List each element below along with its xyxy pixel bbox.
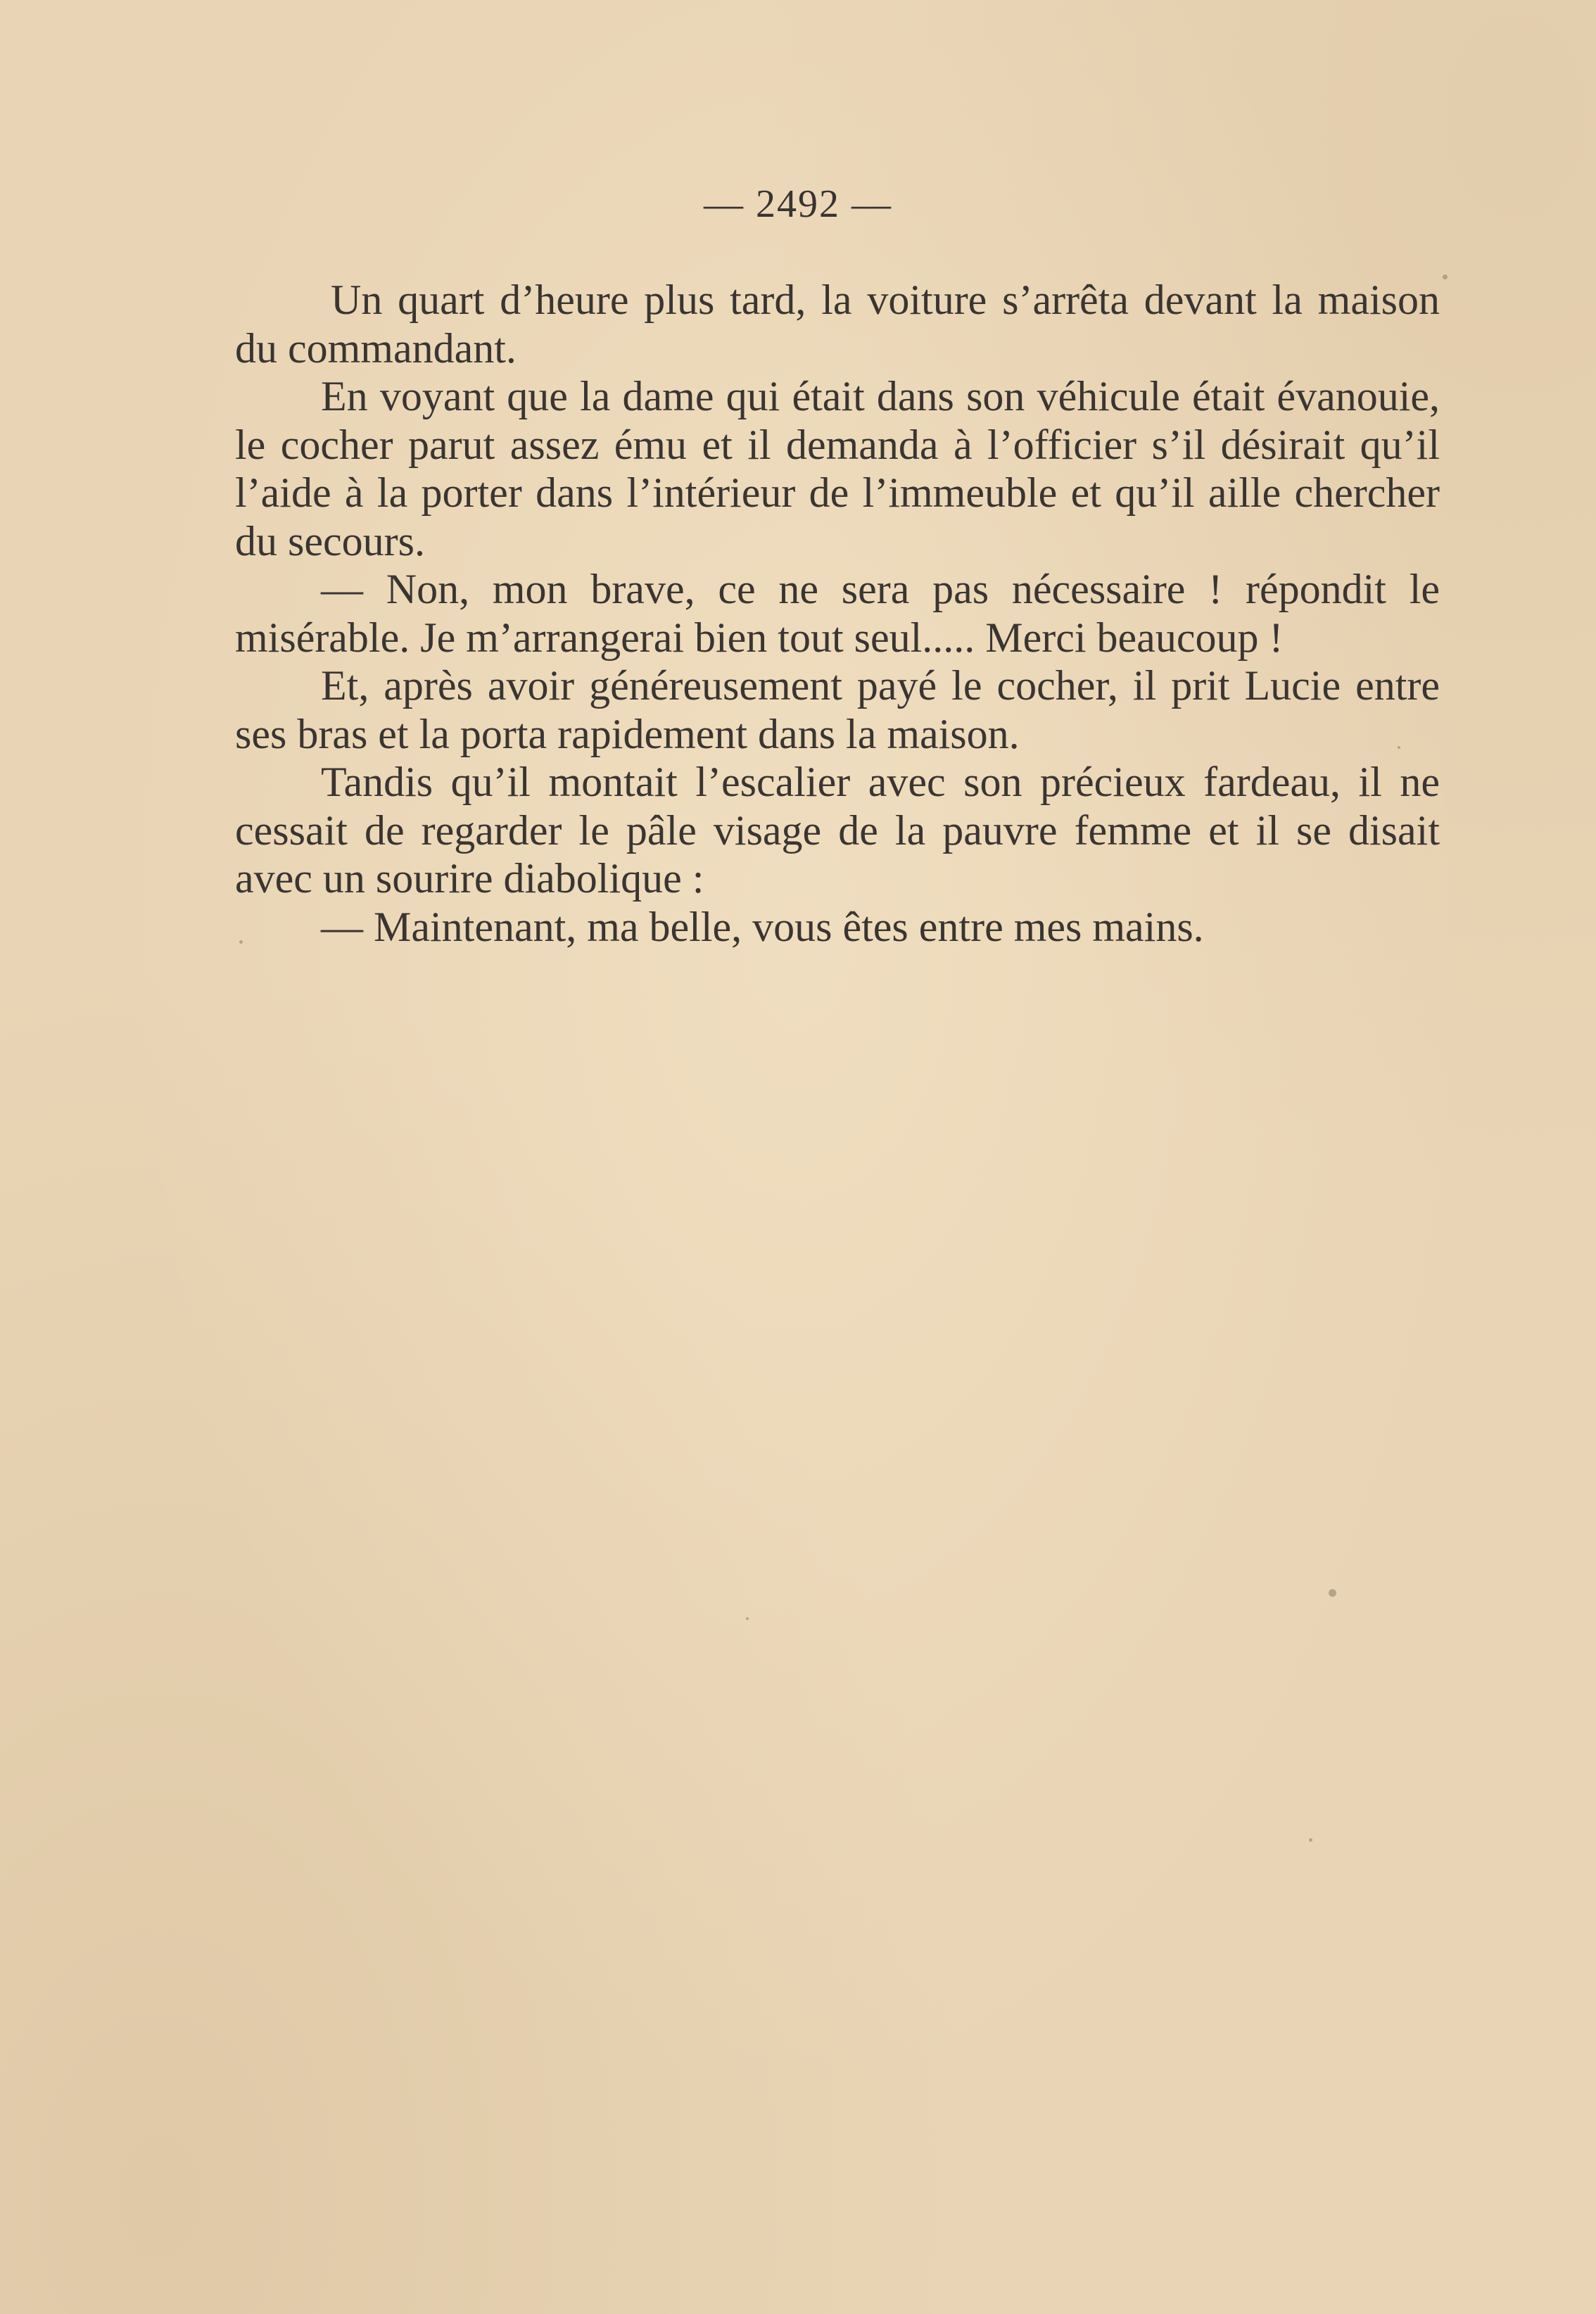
- paragraph: Un quart d’heure plus tard, la voiture s’arrêta devant la maison du commandant.: [235, 277, 1440, 372]
- paper-speck: [1329, 1589, 1336, 1597]
- paragraph: Et, après avoir généreusement payé le cocher, il prit Lucie entre ses bras et la porta rapidement dans la maison.: [235, 662, 1440, 757]
- paper-speck: [1398, 746, 1400, 749]
- body-text: [235, 276, 1440, 951]
- paragraph: — Maintenant, ma belle, vous êtes entre mes mains.: [321, 903, 1204, 950]
- paper-speck: [1309, 1838, 1312, 1842]
- paper-speck: [239, 940, 243, 944]
- paper-speck: [746, 1617, 749, 1620]
- paper-speck: [1443, 274, 1448, 279]
- paragraph: En voyant que la dame qui était dans son véhicule était évanouie, le cocher parut assez ému et il demanda à l’officier s’il désirait qu’il l’aide à la porter dans l’intérieur de l’immeuble et qu’il aille chercher du secours.: [235, 373, 1440, 564]
- paragraph: Tandis qu’il montait l’escalier avec son précieux fardeau, il ne cessait de regarder le pâle visage de la pauvre femme et il se disait avec un sourire diabolique :: [235, 759, 1440, 902]
- page-number: — 2492 —: [704, 182, 892, 226]
- paragraph: — Non, mon brave, ce ne sera pas nécessaire ! répondit le misérable. Je m’arrangerai bien tout seul..... Merci beaucoup !: [235, 566, 1440, 661]
